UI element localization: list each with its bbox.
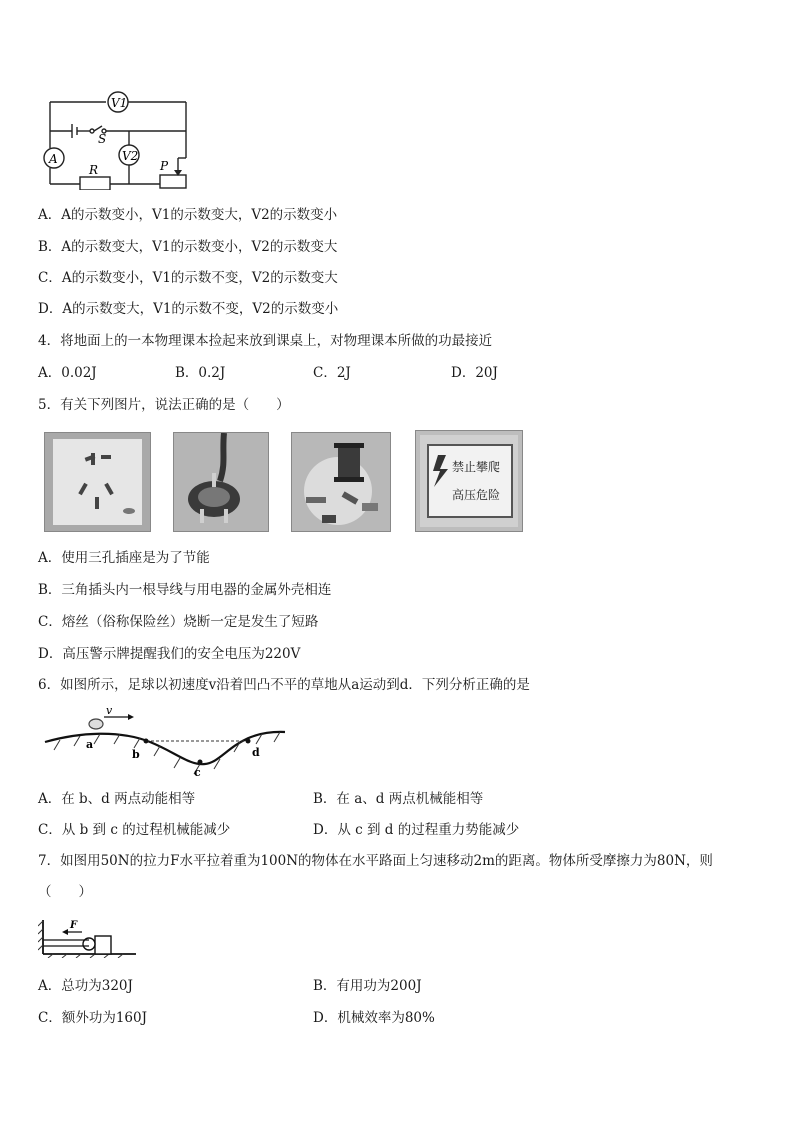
q3-option-b: B．A的示数变大，V1的示数变小，V2的示数变大 <box>38 239 338 255</box>
point-c-label: c <box>194 766 201 779</box>
socket-photo <box>44 432 151 532</box>
q6-option-d: D．从 c 到 d 的过程重力势能减少 <box>313 822 520 838</box>
rheostat-label: P <box>160 159 169 173</box>
switch-label: S <box>98 132 107 146</box>
q4-stem: 4．将地面上的一本物理课本捡起来放到课桌上，对物理课本所做的功最接近 <box>38 333 493 349</box>
q3-option-d: D．A的示数变大，V1的示数不变，V2的示数变小 <box>38 301 339 317</box>
q5-option-b: B．三角插头内一根导线与用电器的金属外壳相连 <box>38 582 332 598</box>
q4-option-c: C．2J <box>313 365 351 381</box>
pulley-figure <box>38 914 138 958</box>
q5-stem: 5．有关下列图片，说法正确的是（ ） <box>38 397 290 413</box>
sign-text-line1: 禁止攀爬 <box>452 460 501 474</box>
q5-option-a: A．使用三孔插座是为了节能 <box>38 550 210 566</box>
q7-option-d: D．机械效率为80% <box>313 1010 435 1026</box>
q7-option-c: C．额外功为160J <box>38 1010 148 1026</box>
q7-stem-brackets: （ ） <box>38 884 92 900</box>
q7-option-a: A．总功为320J <box>38 978 133 994</box>
q6-option-a: A．在 b、d 两点动能相等 <box>38 791 196 807</box>
point-a-label: a <box>86 738 94 751</box>
sign-text-line2: 高压危险 <box>452 488 501 502</box>
q7-option-b: B．有用功为200J <box>313 978 422 994</box>
force-label: F <box>70 920 78 931</box>
ball-track-figure <box>40 704 290 780</box>
q7-stem: 7．如图用50N的拉力F水平拉着重为100N的物体在水平路面上匀速移动2m的距离。物体所受摩擦力为80N，则 <box>38 853 713 869</box>
q6-stem: 6．如图所示，足球以初速度v沿着凹凸不平的草地从a运动到d．下列分析正确的是 <box>38 677 530 693</box>
q3-option-c: C．A的示数变小，V1的示数不变，V2的示数变大 <box>38 270 338 286</box>
fuse-photo <box>291 432 391 532</box>
warning-sign-photo <box>415 430 523 532</box>
point-d-label: d <box>252 746 260 759</box>
point-b-label: b <box>132 748 140 761</box>
q6-option-c: C．从 b 到 c 的过程机械能减少 <box>38 822 231 838</box>
resistor-label: R <box>89 163 99 177</box>
q6-option-b: B．在 a、d 两点机械能相等 <box>313 791 484 807</box>
q4-option-b: B．0.2J <box>175 365 226 381</box>
q5-option-d: D．高压警示牌提醒我们的安全电压为220V <box>38 646 301 662</box>
ammeter-label: A <box>49 152 58 166</box>
q4-option-a: A．0.02J <box>38 365 97 381</box>
v2-label: V2 <box>122 149 139 163</box>
circuit-diagram <box>38 88 198 190</box>
q4-option-d: D．20J <box>451 365 498 381</box>
plug-photo <box>173 432 269 532</box>
q5-option-c: C．熔丝（俗称保险丝）烧断一定是发生了短路 <box>38 614 319 630</box>
q3-option-a: A．A的示数变小，V1的示数变大，V2的示数变小 <box>38 207 338 223</box>
velocity-label: v <box>106 704 113 717</box>
v1-label: V1 <box>111 96 128 110</box>
